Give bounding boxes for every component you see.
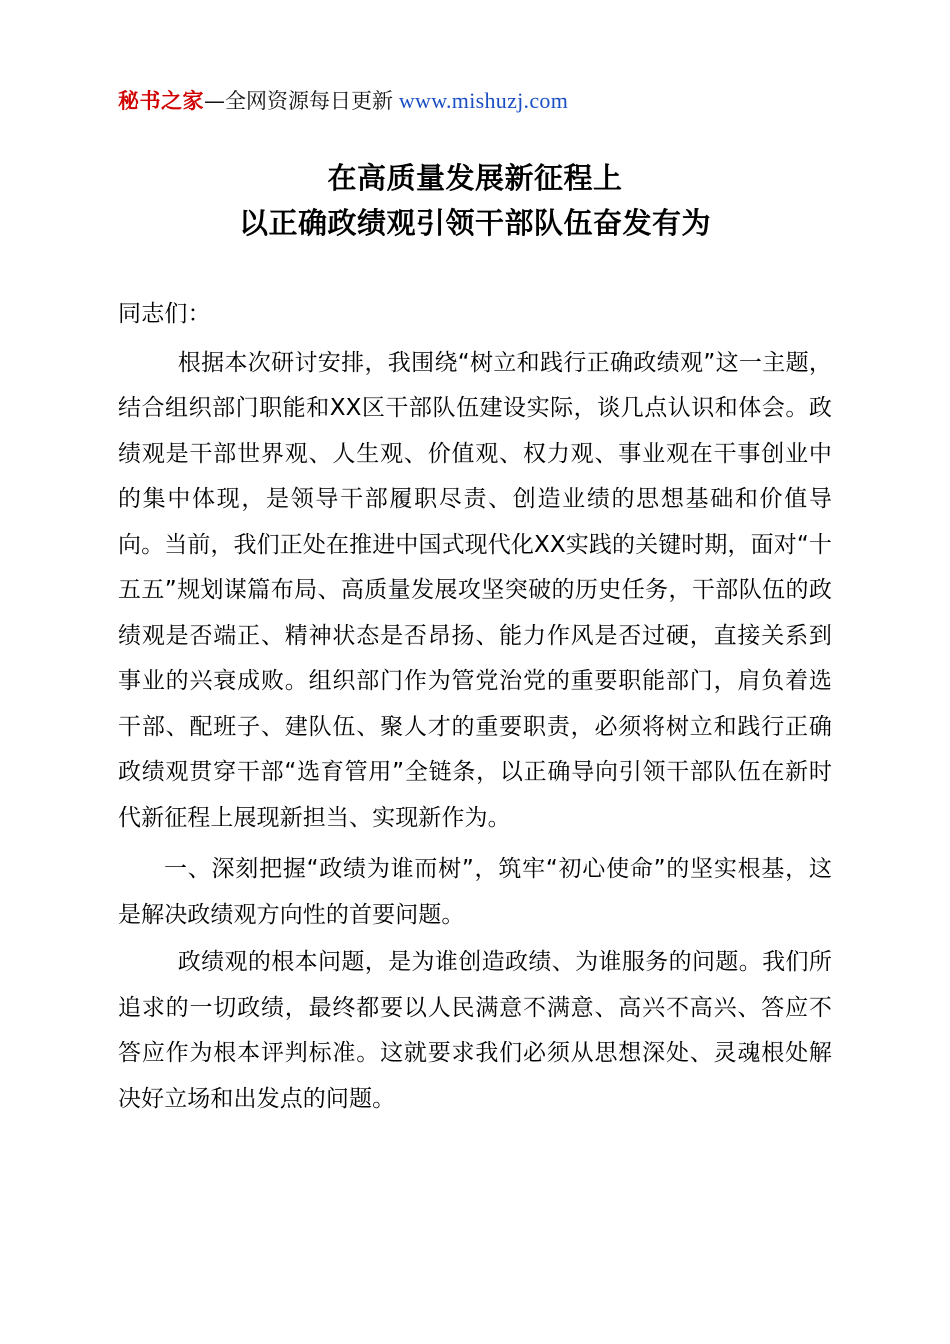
site-url-link[interactable]: www.mishuzj.com	[398, 88, 569, 113]
page-title-line-2: 以正确政绩观引领干部队伍奋发有为	[238, 206, 711, 241]
site-tagline: —全网资源每日更新	[204, 89, 393, 113]
salutation: 同志们：	[118, 301, 211, 328]
page-title	[118, 156, 832, 246]
site-watermark-header	[118, 0, 832, 114]
page-title-line-1: 在高质量发展新征程上	[327, 161, 623, 196]
body-paragraph-1: 根据本次研讨安排，我围绕“树立和践行正确政绩观”这一主题，结合组织部门职能和XX区干部队伍建设实际，谈几点认识和体会。政绩观是干部世界观、人生观、价值观、权力观、事业观在干事创业中的集中体现，是领导干部履职尽责、创造业绩的思想基础和价值导向。当前，我们正处在推进中国式现代化XX实践的关键时期，面对“十五五”规划谋篇布局、高质量发展攻坚突破的历史任务，干部队伍的政绩观是否端正、精神状态是否昂扬、能力作风是否过硬，直接关系到事业的兴衰成败。组织部门作为管党治党的重要职能部门，肩负着选干部、配班子、建队伍、聚人才的重要职责，必须将树立和践行正确政绩观贯穿干部“选育管用”全链条，以正确导向引领干部队伍在新时代新征程上展现新担当、实现新作为。	[118, 349, 832, 831]
site-brand-name: 秘书之家	[118, 89, 204, 113]
body-paragraph-2: 一、深刻把握“政绩为谁而树”，筑牢“初心使命”的坚实根基，这是解决政绩观方向性的首要问题。	[118, 856, 832, 928]
body-paragraph-3: 政绩观的根本问题，是为谁创造政绩、为谁服务的问题。我们所追求的一切政绩，最终都要以人民满意不满意、高兴不高兴、答应不答应作为根本评判标准。这就要求我们必须从思想深处、灵魂根处解决好立场和出发点的问题。	[118, 949, 832, 1113]
